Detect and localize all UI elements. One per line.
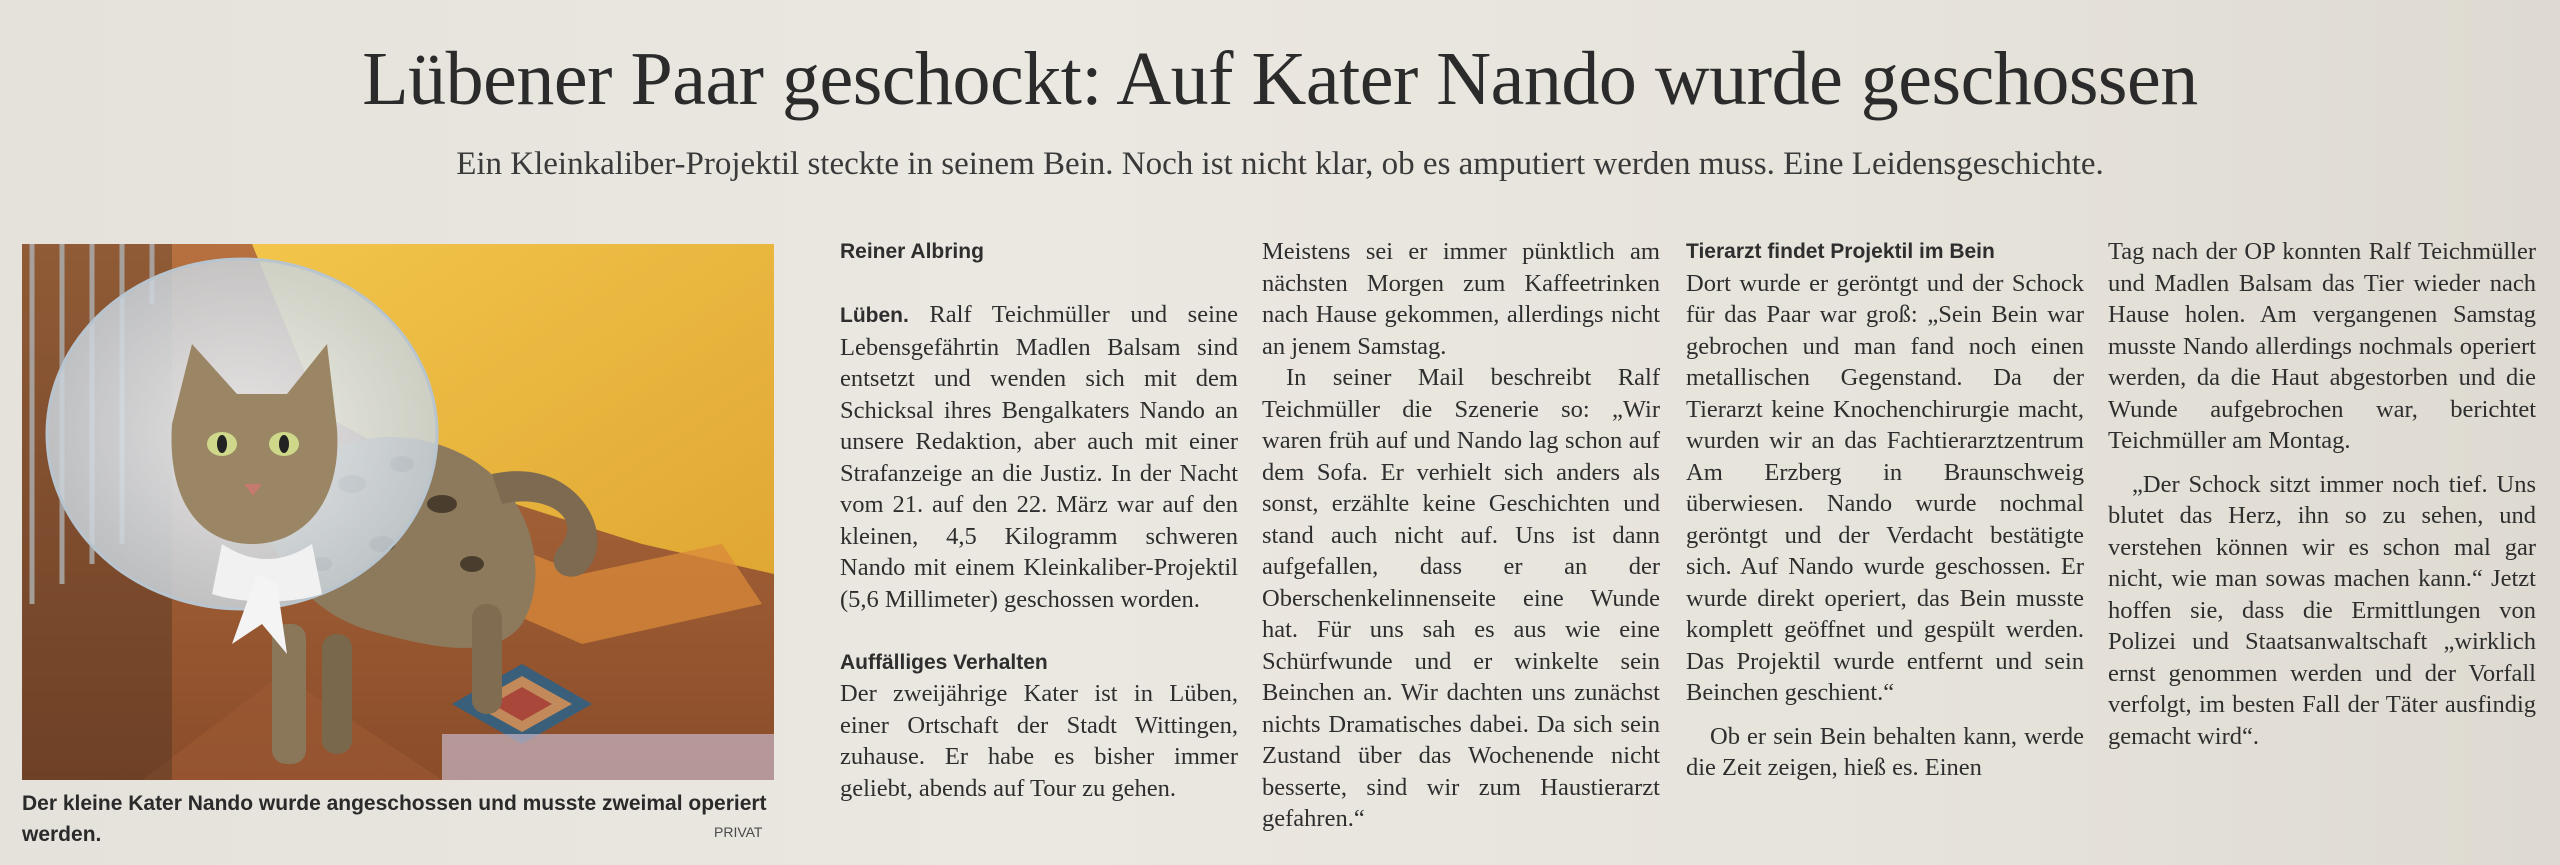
paragraph-3: Meistens sei er immer pünktlich am nächsten Morgen zum Kaffeetrinken nach Hause gekommen, allerdings nicht an jenem Samstag. [1262, 238, 1660, 360]
subline: Ein Kleinkaliber-Projektil steckte in seinem Bein. Noch ist nicht klar, ob es amputiert werden muss. Eine Leidensgeschichte. [456, 146, 2104, 182]
author-byline: Reiner Albring [840, 240, 984, 263]
photo-credit: PRIVAT [714, 824, 763, 840]
article-column-4 [2108, 236, 2536, 752]
paragraph-6-continued: Tag nach der OP konnten Ralf Teichmüller und Madlen Balsam das Tier wieder nach Hause holen. Am vergangenen Samstag musste Nando allerdings nochmals operiert werden, da die Haut abgestorben und die Wunde aufgebrochen war, berichtet Teichmüller am Montag. [2108, 238, 2536, 454]
paragraph-6-start: Ob er sein Bein behalten kann, werde die Zeit zeigen, hieß es. Einen [1686, 722, 2084, 781]
subheading-behavior: Auffälliges Verhalten [840, 650, 1048, 674]
paragraph-4: In seiner Mail beschreibt Ralf Teichmüller die Szenerie so: „Wir waren früh auf und Nando lag schon auf dem Sofa. Er verhielt sich anders als sonst, erzählte keine Geschichten und stand auch nicht auf. Uns ist dann aufgefallen, dass er an der Oberschenkelinnenseite eine Wunde hat. Für uns sah es aus wie eine Schürfwunde und er winkelte sein Beinchen an. Wir dachten uns zunächst nichts Dramatisches dabei. Da sich sein Zustand über das Wochenende nicht besserte, sind wir zum Haustierarzt gefahren.“ [1262, 364, 1660, 832]
paragraph-5: Dort wurde er geröntgt und der Schock für das Paar war groß: „Sein Bein war gebrochen und man fand noch einen metallischen Gegenstand. Da der Tierarzt keine Knochenchirurgie macht, wurden wir an das Fachtierarztzentrum Am Erzberg in Braunschweig überwiesen. Nando wurde nochmal geröntgt und der Verdacht bestätigte sich. Auf Nando wurde geschossen. Er wurde direkt operiert, das Bein musste komplett geöffnet und gespült werden. Das Projektil wurde entfernt und sein Beinchen geschient.“ [1686, 269, 2084, 706]
article-column-3 [1686, 236, 2084, 784]
paragraph-1 [840, 299, 1238, 615]
cat-photo-illustration [22, 244, 774, 780]
paragraph-2: Der zweijährige Kater ist in Lüben, einer Ortschaft der Stadt Wittingen, zuhause. Er habe es bisher immer geliebt, abends auf Tour zu gehen. [840, 680, 1238, 802]
headline: Lübener Paar geschockt: Auf Kater Nando wurde geschossen [362, 37, 2198, 121]
paragraph-7: „Der Schock sitzt immer noch tief. Uns blutet das Herz, ihn so zu sehen, und verstehen können wir es schon mal gar nicht, wie man sowas machen kann.“ Jetzt hoffen sie, dass die Ermittlungen von Polizei und Staatsanwaltschaft „wirklich ernst genommen werden und der Vorfall verfolgt, im besten Fall der Täter ausfindig gemacht wird“. [2108, 470, 2536, 750]
paragraph-1-text: Ralf Teichmüller und seine Lebensgefährtin Madlen Balsam sind entsetzt und wenden sich mit dem Schicksal ihres Bengalkaters Nando an unsere Redaktion, aber auch mit einer Strafanzeige an die Justiz. In der Nacht vom 21. auf den 22. März war auf den kleinen, 4,5 Kilogramm schweren Nando mit einem Kleinkaliber-Projektil (5,6 Millimeter) geschossen worden. [840, 301, 1239, 613]
article-column-1 [840, 236, 1238, 804]
photo-caption: Der kleine Kater Nando wurde angeschossen und musste zweimal operiert werden. [22, 792, 767, 846]
dateline: Lüben. [840, 304, 909, 327]
cat-photo [22, 244, 774, 780]
article-column-2 [1262, 236, 1660, 835]
subheading-vet: Tierarzt findet Projektil im Bein [1686, 240, 1995, 263]
